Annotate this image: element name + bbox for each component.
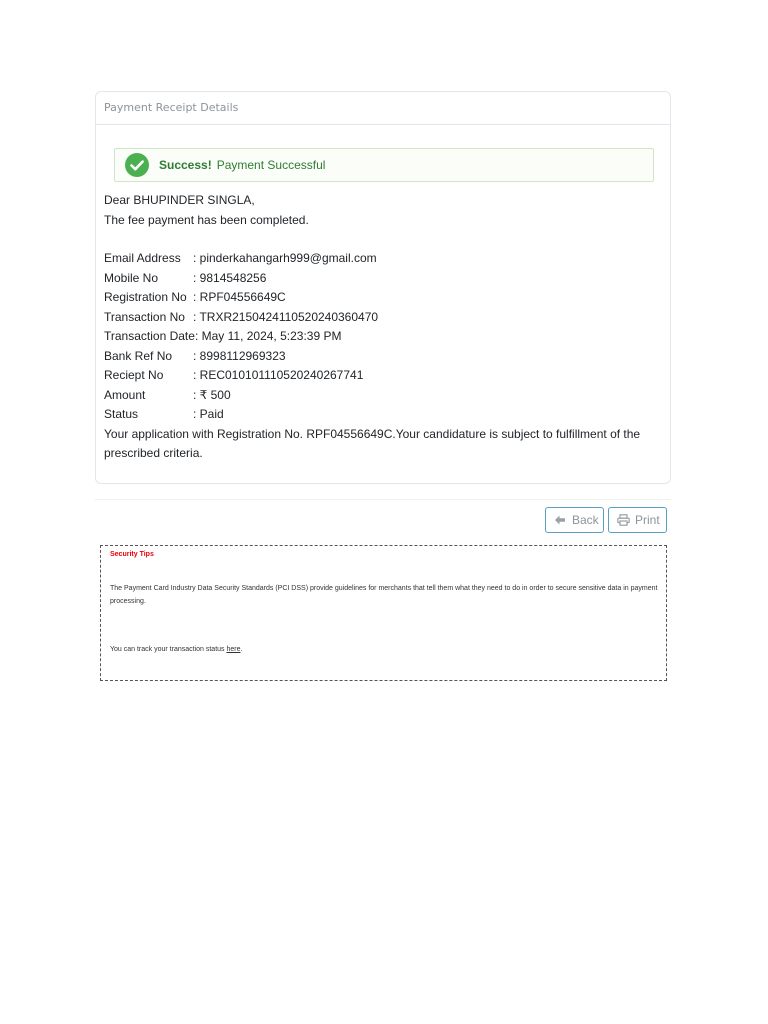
detail-row-status <box>104 405 656 425</box>
arrow-left-icon <box>554 514 566 526</box>
detail-row-email <box>104 249 656 269</box>
print-button[interactable] <box>608 507 667 533</box>
detail-row-transaction-no <box>104 308 656 328</box>
completed-message: The fee payment has been completed. <box>104 212 309 227</box>
receipt-body <box>104 191 656 464</box>
detail-value: : ₹ 500 <box>193 387 231 402</box>
detail-value: : TRXR2150424110520240360470 <box>193 309 379 324</box>
detail-row-bank-ref <box>104 347 656 367</box>
detail-label: Email Address <box>104 251 181 265</box>
detail-row-mobile <box>104 269 656 289</box>
detail-value: : Paid <box>193 407 224 421</box>
detail-value: : May 11, 2024, 5:23:39 PM <box>194 329 342 343</box>
detail-label: Reciept No <box>104 368 164 382</box>
detail-row-amount <box>104 386 656 406</box>
detail-value: : 8998112969323 <box>193 348 286 363</box>
detail-label: Bank Ref No <box>104 348 173 363</box>
alert-strong: Success! <box>159 158 212 172</box>
detail-label: Amount <box>104 387 146 402</box>
candidature-note: Your application with Registration No. RPF04556649C.Your candidature is subject to fulfillment of the prescribed criteria. <box>104 426 641 460</box>
detail-label: Transaction No <box>104 309 185 324</box>
detail-row-receipt <box>104 366 656 386</box>
printer-icon <box>617 514 630 526</box>
detail-label: Transaction Date <box>104 329 195 343</box>
detail-value: : REC010101110520240267741 <box>193 368 364 382</box>
detail-row-registration <box>104 288 656 308</box>
receipt-card <box>95 91 671 484</box>
greeting: Dear BHUPINDER SINGLA, <box>104 193 255 207</box>
security-tips-box <box>100 545 667 681</box>
detail-label: Registration No <box>104 290 187 304</box>
alert-text <box>159 149 325 181</box>
card-title: Payment Receipt Details <box>96 92 670 125</box>
success-alert <box>114 148 654 182</box>
detail-row-transaction-date <box>104 327 656 347</box>
print-button-label: Print <box>635 513 660 527</box>
detail-value: : RPF04556649C <box>193 290 286 304</box>
check-circle-icon <box>125 153 149 177</box>
track-status-text: You can track your transaction status here. <box>110 646 243 653</box>
detail-label: Mobile No <box>104 270 159 285</box>
detail-value: : 9814548256 <box>193 270 267 285</box>
alert-message: Payment Successful <box>216 158 326 172</box>
security-tips-title: Security Tips <box>110 551 154 558</box>
detail-label: Status <box>104 407 139 421</box>
security-tips-text: The Payment Card Industry Data Security Standards (PCI DSS) provide guidelines for merchants that tell them what they need to do in order to secure sensitive data in payment processing. <box>110 585 658 605</box>
detail-value: : pinderkahangarh999@gmail.com <box>193 251 377 265</box>
divider <box>95 499 671 500</box>
back-button-label: Back <box>572 513 599 527</box>
back-button[interactable] <box>545 507 604 533</box>
track-status-link[interactable]: here <box>226 646 241 653</box>
